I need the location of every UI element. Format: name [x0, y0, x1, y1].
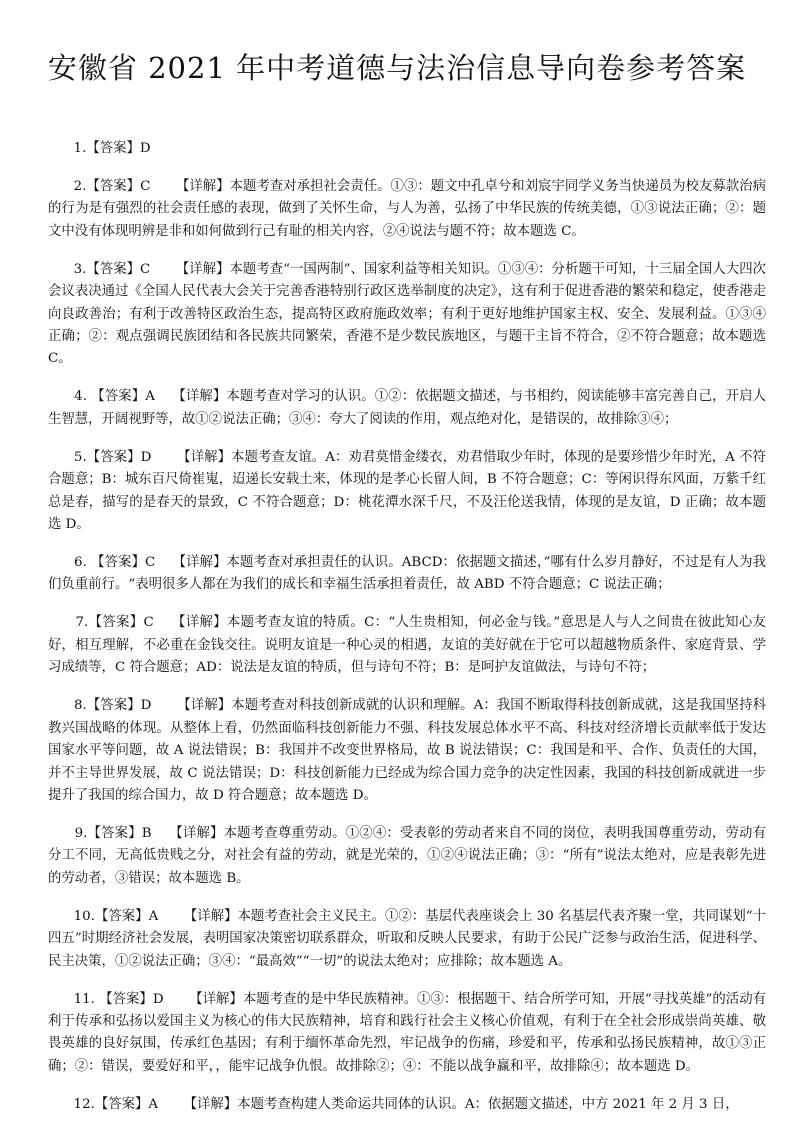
answer-item-1: 1.【答案】D: [48, 141, 151, 156]
answer-item-10: 10.【答案】A 【详解】本题考查社会主义民主。①②：基层代表座谈会上 30 名基层代表齐聚一堂，共同谋划“十四五”时期经济社会发展，表明国家决策密切联系群众，听取和反映人民要求，有助于公民广泛参与政治生活，促进科学、民主决策，①②说法正确；③④：“最高效”“一切”的说法太绝对；应排除；故本题选 A。: [48, 908, 766, 969]
answer-item-11: 11. 【答案】D 【详解】本题考查的是中华民族精神。①③：根据题干、结合所学可知，开展“寻找英雄”的活动有利于传承和弘扬以爱国主义为核心的伟大民族精神，培育和践行社会主义核心价值观，有利于在全社会形成崇尚英雄、敬畏英雄的良好氛围，传承红色基因；有利于缅怀革命先烈，牢记战争的伤痛，珍爱和平，传承和弘扬民族精神，故①③正确；②：错误，要爱好和平，，能牢记战争仇恨。故排除②；④：不能以战争赢和平，故排除④；故本题选 D。: [48, 991, 766, 1074]
answer-item-7: 7.【答案】C 【详解】本题考查友谊的特质。C：“人生贵相知，何必金与钱。”意思是人与人之间贵在彼此知心友好，相互理解，不必重在金钱交往。说明友谊是一种心灵的相遇，友谊的美好就在于它可以超越物质条件、家庭背景、学习成绩等，C 符合题意；AD：说法是友谊的特质，但与诗句不符；B：是呵护友谊做法，与诗句不符；: [48, 615, 767, 676]
answer-item-4: 4. 【答案】A 【详解】本题考查对学习的认识。①②：依据题文描述，与书相约，阅读能够丰富完善自己，开启人生智慧，开阔视野等，故①②说法正确；③④：夸大了阅读的作用，观点绝对化，是错误的，故排除③④；: [48, 389, 766, 427]
answer-item-2: 2.【答案】C 【详解】本题考查对承担社会责任。①③：题文中孔卓兮和刘宸宇同学义务当快递员为校友募款治病的行为是有强烈的社会责任感的表现，做到了关怀生命，与人为善，弘扬了中华民族的传统美德，①③说法正确；②：题文中没有体现明辨是非和如何做到行己有耻的相关内容，②④说法与题不符；故本题选 C。: [48, 179, 766, 239]
answer-item-8: 8.【答案】D 【详解】本题考查对科技创新成就的认识和理解。A：我国不断取得科技创新成就，这是我国坚持科教兴国战略的体现。从整体上看，仍然面临科技创新能力不强、科技发展总体水平不高、科技对经济增长贡献率低于发达国家水平等问题，故 A 说法错误；B：我国并不改变世界格局，故 B 说法错误；C：我国是和平、合作、负责任的大国，并不主导世界发展，故 C 说法错误；D：科技创新能力已经成为综合国力竞争的决定性因素，我国的科技创新成就进一步提升了我国的综合国力，故 D 符合题意；故本题选 D。: [48, 698, 766, 803]
answer-item-6: 6. 【答案】C 【详解】本题考查对承担责任的认识。ABCD：依据题文描述，”哪有什么岁月静好，不过是有人为我们负重前行。“表明很多人都在为我们的成长和幸福生活承担着责任，故 ABD 不符合题意；C 说法正确；: [48, 555, 767, 593]
answer-item-5: 5.【答案】D 【详解】本题考查友谊。A：劝君莫惜金缕衣，劝君惜取少年时，体现的是要珍惜少年时光，A 不符合题意；B：城东百尺倚崔嵬，迢递长安载土来，体现的是孝心长留人间，B 不符合题意；C：等闲识得东风面，万紫千红总是春，描写的是春天的景致，C 不符合题意；D：桃花潭水深千尺，不及汪伦送我情，体现的是友谊，D 正确；故本题选 D。: [48, 449, 766, 533]
answer-item-3: 3.【答案】C 【详解】本题考查“一国两制”、国家利益等相关知识。①③④：分析题干可知，十三届全国人大四次会议表决通过《全国人民代表大会关于完善香港特别行政区选举制度的决定》，这有利于促进香港的繁荣和稳定，使香港走向良政善治；有利于改善特区政治生态，提高特区政府施政效率；有利于更好地维护国家主权、安全、发展利益。①③④正确；②：观点强调民族团结和各民族共同繁荣，香港不是少数民族地区，与题干主旨不符合，②不符合题意；故本题选 C。: [48, 261, 771, 367]
answer-item-12: 12.【答案】A 【详解】本题考查构建人类命运共同体的认识。A：依据题文描述，中方 2021 年 2 月 3 日，: [48, 1096, 739, 1112]
page-title: 安徽省 2021 年中考道德与法治信息导向卷参考答案: [47, 51, 747, 85]
answer-list: [48, 138, 771, 1132]
answer-item-9: 9.【答案】B 【详解】本题考查尊重劳动。①②④：受表彰的劳动者来自不同的岗位，表明我国尊重劳动，劳动有分工不同，无高低贵贱之分，对社会有益的劳动，就是光荣的，①②④说法正确；③：“所有”说法太绝对，应是表彰先进的劳动者，③错误；故本题选 B。: [48, 825, 767, 886]
